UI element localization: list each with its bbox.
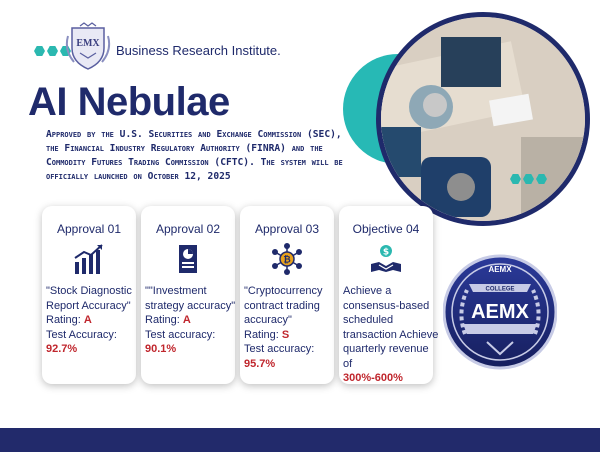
card-title: Objective 04 (352, 222, 420, 236)
rating-label: Rating: (46, 314, 84, 326)
footer-bar (0, 428, 600, 452)
page-title: AI Nebulae (28, 80, 230, 124)
metric-value: 90.1% (145, 343, 177, 355)
emx-logo (64, 22, 112, 72)
metric-label: Test accuracy: (145, 328, 216, 341)
rating-value: S (281, 328, 290, 341)
rating-label: Rating: (244, 328, 282, 341)
card-text: ""Investment strategy accuracy" (145, 285, 236, 312)
metric-value: 92.7% (46, 343, 78, 355)
card-title: Approval 01 (56, 222, 122, 236)
card-text: "Stock Diagnostic Report Accuracy" (46, 285, 132, 312)
metric-value: 300%-600% (343, 372, 403, 384)
brand-name: Business Research Institute. (116, 43, 281, 58)
bar-chart-icon (72, 242, 106, 276)
rating-label: Rating: (145, 314, 183, 326)
meeting-photo (376, 12, 590, 226)
aemx-college-badge (443, 236, 557, 388)
metric-label: Test accuracy: (244, 343, 315, 355)
badge-main-text: AEMX (471, 301, 529, 323)
approval-card-1 (42, 206, 136, 384)
approval-description: Approved by the U.S. Securities and Exchange Commission (SEC), the Financial Industry Regulatory Authority (FINRA) and the Commodity Futures Trading Commission (CFTC). The system will be officially launched on October 12, 2025 (46, 129, 343, 182)
objective-card-4 (339, 206, 439, 384)
logo-text: EMX (76, 38, 100, 49)
rating-value: A (83, 314, 92, 326)
report-document-icon (171, 242, 205, 276)
approval-card-3 (240, 206, 334, 384)
metric-value: 95.7% (244, 357, 276, 370)
badge-top-text: AEMX (488, 265, 512, 274)
badge-ribbon-text: COLLEGE (485, 286, 515, 293)
card-title: Approval 03 (254, 222, 320, 236)
card-text: "Cryptocurrency contract trading accuracy" (244, 285, 323, 326)
crypto-network-icon (270, 242, 304, 276)
svg-text:$: $ (382, 247, 390, 258)
approval-card-2 (141, 206, 235, 384)
card-title: Approval 02 (155, 222, 221, 236)
metric-label: Test Accuracy: (46, 328, 117, 341)
rating-value: A (182, 314, 191, 326)
svg-text:₿: ₿ (283, 255, 291, 266)
money-handshake-icon (369, 242, 403, 276)
card-text: Achieve a consensus-based scheduled transaction Achieve quarterly revenue of (343, 285, 439, 370)
hexagon-decoration-right (510, 174, 547, 184)
